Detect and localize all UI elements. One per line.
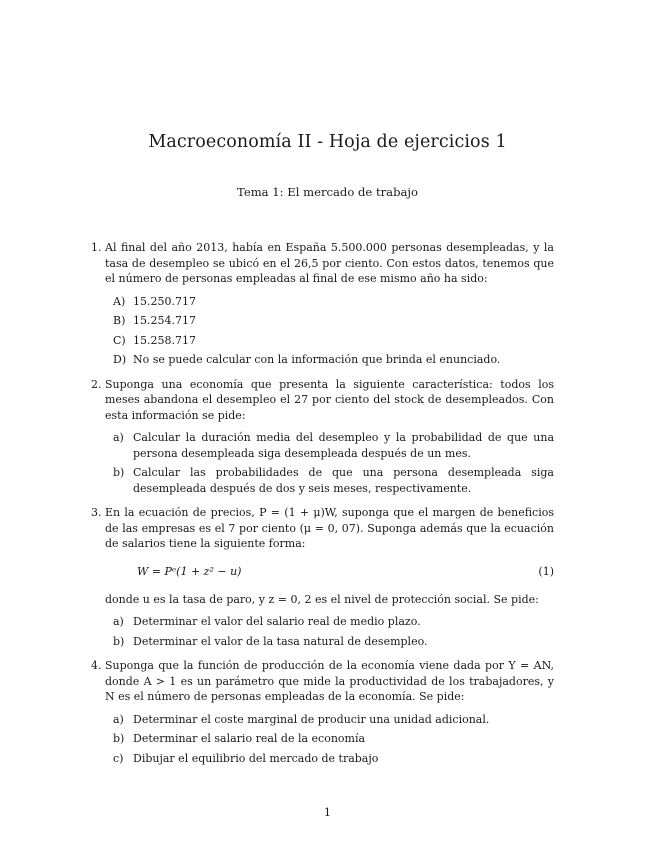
option-item: [113, 313, 554, 329]
option-text: Calcular las probabilidades de que una persona desempleada siga desempleada después de dos y seis meses, respectivamente.: [133, 466, 554, 495]
option-text: Determinar el salario real de la economía: [133, 732, 366, 745]
option-item: [113, 614, 554, 630]
option-item: [113, 352, 554, 368]
option-key: a): [113, 712, 124, 726]
exercise-number: 1.: [91, 241, 102, 254]
exercise-list: [91, 240, 554, 775]
option-item: [113, 465, 554, 496]
option-text: 15.258.717: [133, 333, 196, 347]
option-item: [113, 751, 554, 767]
exercise-options: [105, 712, 554, 767]
equation-tag: (1): [538, 564, 554, 578]
option-text: Determinar el valor del salario real de medio plazo.: [133, 615, 421, 628]
option-text: Determinar el valor de la tasa natural de desempleo.: [133, 634, 428, 648]
option-text: Calcular la duración media del desempleo y la probabilidad de que una persona desempleada siga desempleada después de un mes.: [133, 431, 554, 460]
equation-body: W = Pᵉ(1 + z² − u): [137, 564, 242, 578]
option-key: D): [113, 353, 127, 366]
option-item: [113, 731, 554, 747]
option-key: C): [113, 333, 126, 347]
option-item: [113, 294, 554, 310]
option-text: 15.254.717: [133, 314, 196, 327]
option-key: b): [113, 634, 125, 648]
option-item: [113, 712, 554, 728]
option-key: c): [113, 751, 124, 765]
option-item: [113, 430, 554, 461]
option-text: No se puede calcular con la información que brinda el enunciado.: [133, 353, 501, 366]
exercise-number: 3.: [91, 506, 102, 519]
option-text: Dibujar el equilibrio del mercado de trabajo: [133, 751, 379, 765]
exercise-statement: Suponga una economía que presenta la siguiente característica: todos los meses abandona el desempleo el 27 por ciento del stock de desempleados. Con esta información se pide:: [105, 377, 554, 422]
option-text: Determinar el coste marginal de producir una unidad adicional.: [133, 712, 490, 726]
option-item: [113, 333, 554, 349]
exercise-number: 4.: [91, 659, 102, 672]
exercise-3: [91, 505, 554, 649]
option-key: a): [113, 615, 124, 628]
option-key: b): [113, 466, 125, 479]
option-key: A): [113, 294, 126, 308]
document-title: Macroeconomía II - Hoja de ejercicios 1: [148, 132, 507, 152]
exercise-statement: Suponga que la función de producción de la economía viene dada por Y = AN, donde A > 1 es un parámetro que mide la productividad de los trabajadores, y N es el número de personas empleadas de la economía. Se pide:: [105, 659, 554, 703]
option-item: [113, 634, 554, 650]
exercise-statement: En la ecuación de precios, P = (1 + μ)W, suponga que el margen de beneficios de las empresas es el 7 por ciento (μ = 0, 07). Suponga además que la ecuación de salarios tiene la siguiente forma:: [105, 506, 554, 550]
exercise-options: [105, 294, 554, 368]
exercise-options: [105, 614, 554, 649]
exercise-1: [91, 240, 554, 368]
equation-explanation: donde u es la tasa de paro, y z = 0, 2 es el nivel de protección social. Se pide:: [105, 592, 539, 606]
exercise-4: [91, 658, 554, 766]
exercise-2: [91, 377, 554, 497]
document-subtitle: Tema 1: El mercado de trabajo: [237, 185, 418, 199]
option-key: a): [113, 431, 124, 444]
option-key: B): [113, 314, 126, 327]
option-key: b): [113, 732, 125, 745]
exercise-options: [105, 430, 554, 496]
wage-equation: [105, 564, 554, 580]
exercise-statement: Al final del año 2013, había en España 5.500.000 personas desempleadas, y la tasa de desempleo se ubicó en el 26,5 por ciento. Con estos datos, tenemos que el número de personas empleadas al final de ese mismo año ha sido:: [105, 241, 554, 285]
exercise-number: 2.: [91, 377, 102, 391]
option-text: 15.250.717: [133, 294, 196, 308]
page-number: 1: [324, 806, 331, 819]
